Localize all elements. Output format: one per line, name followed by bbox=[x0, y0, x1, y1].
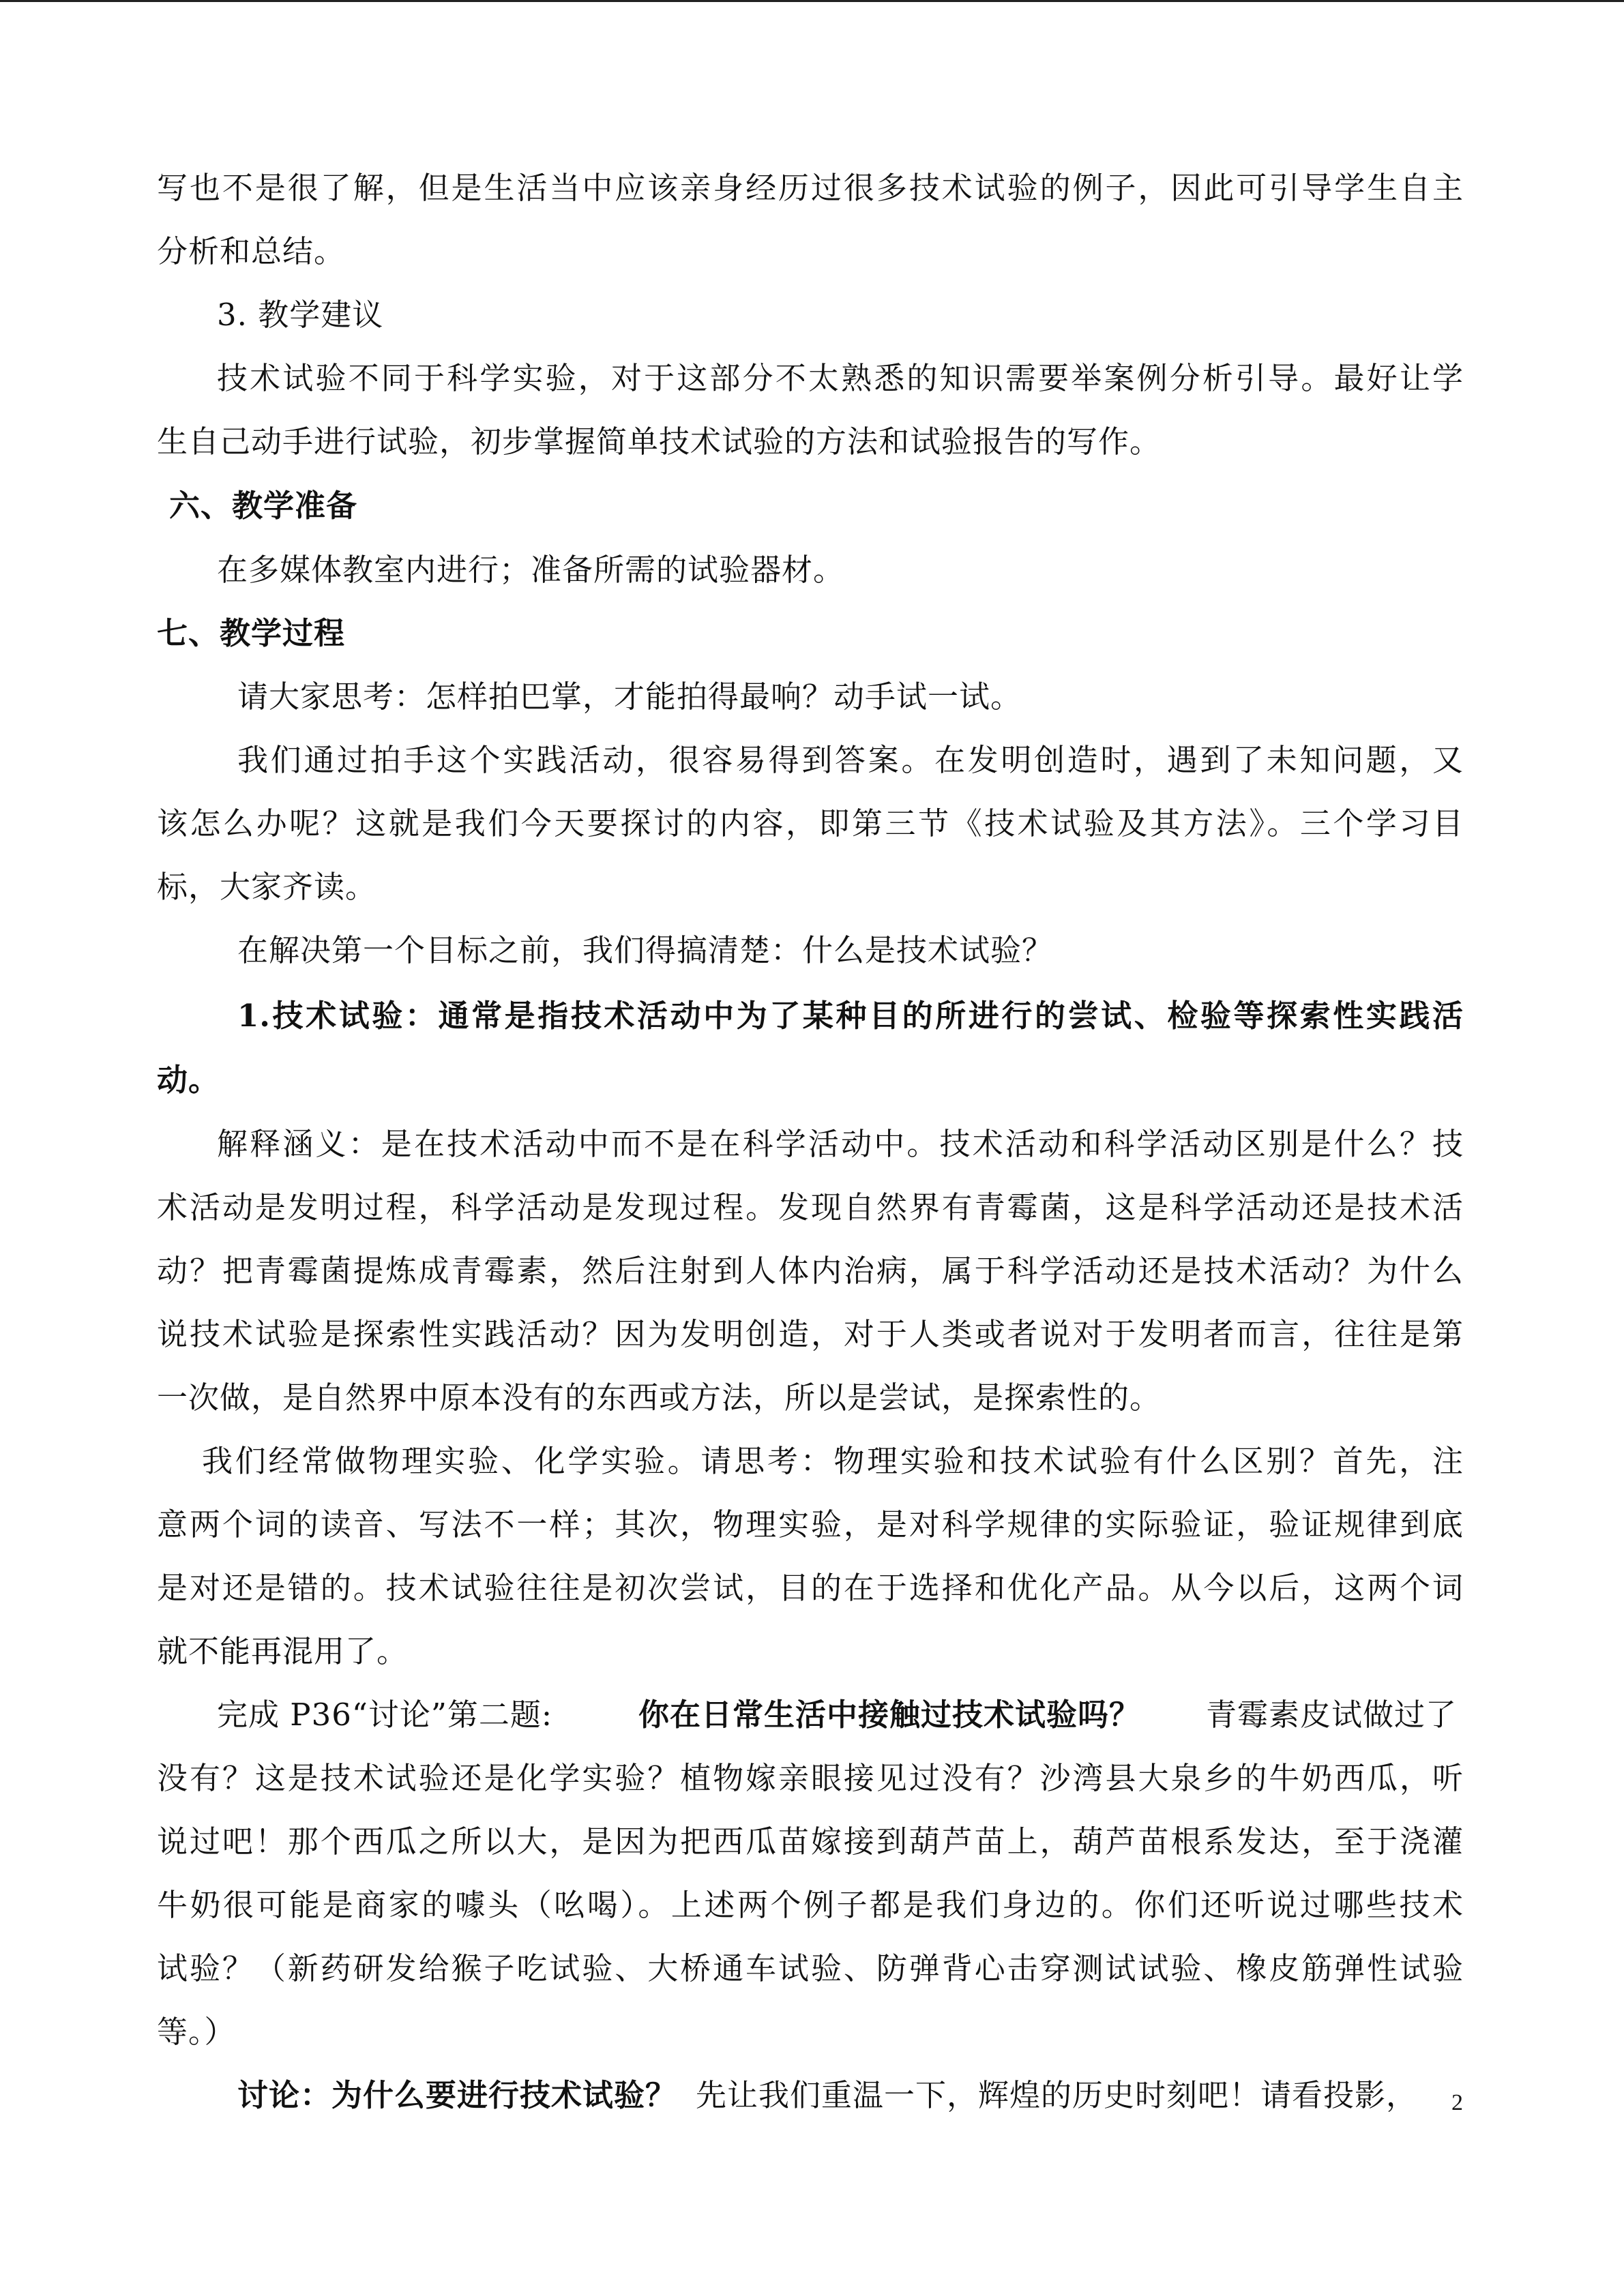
paragraph-line: 分析和总结。 bbox=[157, 233, 346, 269]
paragraph-line: 技术试验不同于科学实验，对于这部分不太熟悉的知识需要举案例分析引导。最好让学 bbox=[217, 360, 1464, 396]
paragraph-line: 标，大家齐读。 bbox=[157, 869, 377, 905]
paragraph-line: 在多媒体教室内进行；准备所需的试验器材。 bbox=[217, 552, 845, 588]
paragraph-line: 意两个词的读音、写法不一样；其次，物理实验，是对科学规律的实际验证，验证规律到底 bbox=[157, 1506, 1464, 1542]
paragraph-line: 该怎么办呢？这就是我们今天要探讨的内容，即第三节《技术试验及其方法》。三个学习目 bbox=[157, 805, 1464, 841]
subsection-heading: 3. 教学建议 bbox=[217, 297, 384, 333]
paragraph-line: 一次做，是自然界中原本没有的东西或方法，所以是尝试，是探索性的。 bbox=[157, 1380, 1162, 1416]
paragraph-line: 我们经常做物理实验、化学实验。请思考：物理实验和技术试验有什么区别？首先，注 bbox=[202, 1443, 1464, 1479]
paragraph-line: 试验？（新药研发给猴子吃试验、大桥通车试验、防弹背心击穿测试试验、橡皮筋弹性试验 bbox=[157, 1950, 1464, 1986]
paragraph-line: 在解决第一个目标之前，我们得搞清楚：什么是技术试验？ bbox=[237, 932, 1054, 968]
paragraph-line: 牛奶很可能是商家的噱头（吆喝）。上述两个例子都是我们身边的。你们还听说过哪些技术 bbox=[157, 1887, 1464, 1923]
definition-line: 动。 bbox=[157, 1062, 220, 1098]
paragraph-line: 解释涵义：是在技术活动中而不是在科学活动中。技术活动和科学活动区别是什么？技 bbox=[217, 1126, 1464, 1162]
paragraph-line: 就不能再混用了。 bbox=[157, 1633, 409, 1669]
paragraph-line: 生自己动手进行试验，初步掌握简单技术试验的方法和试验报告的写作。 bbox=[157, 423, 1162, 460]
paragraph-line: 术活动是发明过程，科学活动是发现过程。发现自然界有青霉菌，这是科学活动还是技术活 bbox=[157, 1189, 1464, 1225]
paragraph-line: 青霉素皮试做过了 bbox=[1206, 1697, 1458, 1733]
paragraph-line: 请大家思考：怎样拍巴掌，才能拍得最响？动手试一试。 bbox=[237, 679, 1022, 715]
paragraph-line: 是对还是错的。技术试验往往是初次尝试，目的在于选择和优化产品。从今以后，这两个词 bbox=[157, 1570, 1464, 1606]
paragraph-line: 说技术试验是探索性实践活动？因为发明创造，对于人类或者说对于发明者而言，往往是第 bbox=[157, 1316, 1464, 1352]
section-heading-preparation: 六、教学准备 bbox=[169, 488, 358, 524]
paragraph-line: 等。） bbox=[157, 2014, 236, 2050]
paragraph-line: 没有？这是技术试验还是化学实验？植物嫁亲眼接见过没有？沙湾县大泉乡的牛奶西瓜，听 bbox=[157, 1760, 1464, 1796]
section-heading-process: 七、教学过程 bbox=[157, 615, 346, 651]
discussion-question: 你在日常生活中接触过技术试验吗？ bbox=[638, 1697, 1141, 1733]
definition-line: 1.技术试验：通常是指技术活动中为了某种目的所进行的尝试、检验等探索性实践活 bbox=[237, 998, 1464, 1034]
discussion-heading: 讨论：为什么要进行技术试验？ bbox=[237, 2077, 677, 2113]
paragraph-line: 动？把青霉菌提炼成青霉素，然后注射到人体内治病，属于科学活动还是技术活动？为什么 bbox=[157, 1253, 1464, 1289]
page-top-border bbox=[0, 0, 1624, 2]
paragraph-line: 写也不是很了解，但是生活当中应该亲身经历过很多技术试验的例子，因此可引导学生自主 bbox=[157, 170, 1464, 206]
page-number: 2 bbox=[1451, 2090, 1463, 2115]
paragraph-line: 先让我们重温一下，辉煌的历史时刻吧！请看投影， bbox=[696, 2077, 1418, 2113]
paragraph-line: 我们通过拍手这个实践活动，很容易得到答案。在发明创造时，遇到了未知问题，又 bbox=[237, 742, 1464, 778]
paragraph-line: 说过吧！那个西瓜之所以大，是因为把西瓜苗嫁接到葫芦苗上，葫芦苗根系发达，至于浇灌 bbox=[157, 1823, 1464, 1860]
discussion-prompt: 完成 P36“讨论”第二题: bbox=[217, 1697, 553, 1733]
